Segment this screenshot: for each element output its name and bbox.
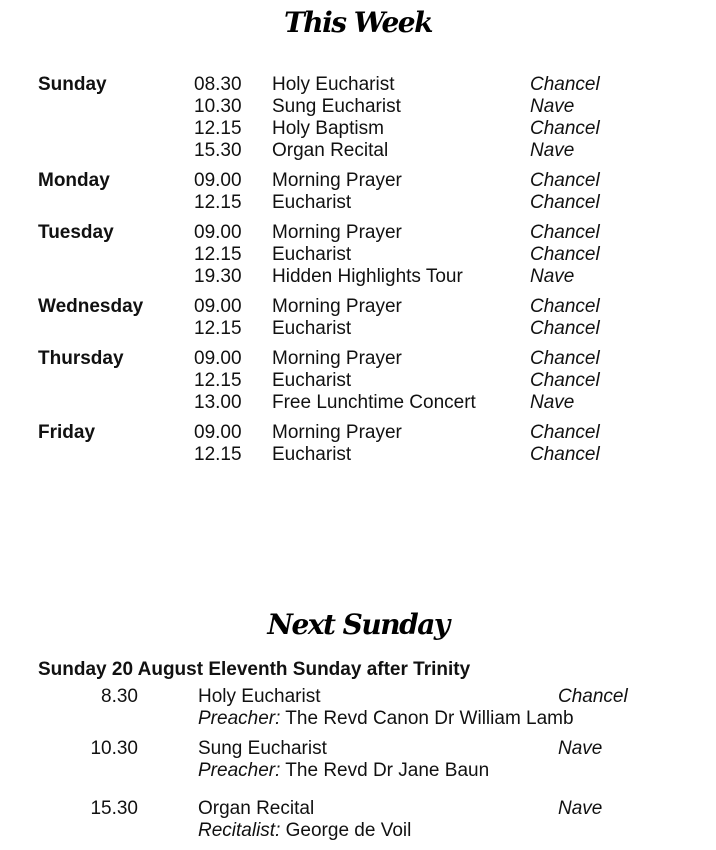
next-sunday-service [38,686,688,730]
service-location: Chancel [530,118,600,139]
service-row [194,192,678,214]
service-name: Morning Prayer [272,348,402,369]
service-name: Eucharist [272,370,352,391]
service-name: Free Lunchtime Concert [272,392,476,413]
next-sunday-title: Next Sunday [267,608,449,641]
service-name: Eucharist [272,444,352,465]
service-location: Nave [530,266,575,287]
service-location: Nave [530,140,575,161]
service-details [198,798,558,842]
service-time: 15.30 [194,140,242,161]
person-name: The Revd Canon Dr William Lamb [280,708,574,729]
service-name: Morning Prayer [272,170,402,191]
service-person-line [198,820,558,842]
service-row [194,74,678,96]
next-sunday-service [38,738,688,782]
service-time: 12.15 [194,244,242,265]
service-location: Chancel [530,222,600,243]
day-wednesday [38,296,678,340]
day-services [194,296,678,340]
service-location: Chancel [530,244,600,265]
service-name: Morning Prayer [272,222,402,243]
day-name: Wednesday [38,296,144,317]
service-name: Eucharist [272,318,352,339]
service-time: 09.00 [194,296,242,317]
day-friday [38,422,678,466]
day-name: Friday [38,422,96,443]
person-role: Preacher: [198,708,281,729]
service-location: Chancel [530,348,600,369]
service-name: Morning Prayer [272,296,402,317]
service-location: Chancel [530,296,600,317]
day-sunday [38,74,678,162]
service-time: 13.00 [194,392,242,413]
service-location: Chancel [530,370,600,391]
service-row [194,370,678,392]
service-person-line [198,760,558,782]
day-services [194,422,678,466]
service-location: Chancel [530,318,600,339]
service-time: 08.30 [194,74,242,95]
day-name: Thursday [38,348,124,369]
service-row [194,422,678,444]
service-time: 09.00 [194,348,242,369]
service-name: Morning Prayer [272,422,402,443]
service-time: 12.15 [194,192,242,213]
service-location: Chancel [530,422,600,443]
service-row [194,170,678,192]
day-services [194,170,678,214]
service-name: Holy Eucharist [272,74,395,95]
service-row [194,296,678,318]
service-details [198,686,574,730]
service-name: Sung Eucharist [198,738,327,759]
service-time: 12.15 [194,118,242,139]
day-name: Tuesday [38,222,114,243]
service-name: Organ Recital [272,140,389,161]
next-sunday-service [38,798,688,842]
service-time: 12.15 [194,370,242,391]
day-name: Monday [38,170,110,191]
service-time: 8.30 [101,686,138,707]
day-services [194,348,678,414]
service-row [194,266,678,288]
service-person-line [198,708,574,730]
service-location: Nave [558,738,603,759]
weekly-schedule [38,74,678,474]
service-row [194,392,678,414]
service-details [198,738,558,782]
service-row [194,140,678,162]
service-location: Chancel [558,686,628,707]
this-week-title: This Week [283,6,433,39]
next-sunday-heading: Sunday 20 August Eleventh Sunday after Trinity [38,659,471,680]
day-thursday [38,348,678,414]
service-row [194,348,678,370]
service-name: Holy Eucharist [198,686,321,707]
service-location: Chancel [530,74,600,95]
day-tuesday [38,222,678,288]
person-role: Preacher: [198,760,281,781]
service-time: 10.30 [90,738,138,759]
service-row [194,96,678,118]
service-time: 09.00 [194,422,242,443]
service-location: Chancel [530,192,600,213]
service-name: Sung Eucharist [272,96,401,117]
service-location: Nave [530,392,575,413]
service-time: 09.00 [194,170,242,191]
service-time: 12.15 [194,444,242,465]
service-name: Holy Baptism [272,118,384,139]
service-name: Eucharist [272,244,352,265]
day-services [194,74,678,162]
next-sunday-services [38,686,688,842]
service-time: 10.30 [194,96,242,117]
day-services [194,222,678,288]
person-name: The Revd Dr Jane Baun [280,760,490,781]
service-time: 19.30 [194,266,242,287]
service-location: Nave [530,96,575,117]
service-name: Organ Recital [198,798,315,819]
service-row [194,222,678,244]
service-row [194,244,678,266]
service-time: 12.15 [194,318,242,339]
service-name: Eucharist [272,192,352,213]
service-row [194,118,678,140]
service-location: Nave [558,798,603,819]
person-name: George de Voil [280,820,412,841]
day-name: Sunday [38,74,107,95]
service-time: 15.30 [90,798,138,819]
service-location: Chancel [530,170,600,191]
service-location: Chancel [530,444,600,465]
person-role: Recitalist: [198,820,281,841]
service-row [194,444,678,466]
service-name: Hidden Highlights Tour [272,266,463,287]
day-monday [38,170,678,214]
service-row [194,318,678,340]
service-time: 09.00 [194,222,242,243]
